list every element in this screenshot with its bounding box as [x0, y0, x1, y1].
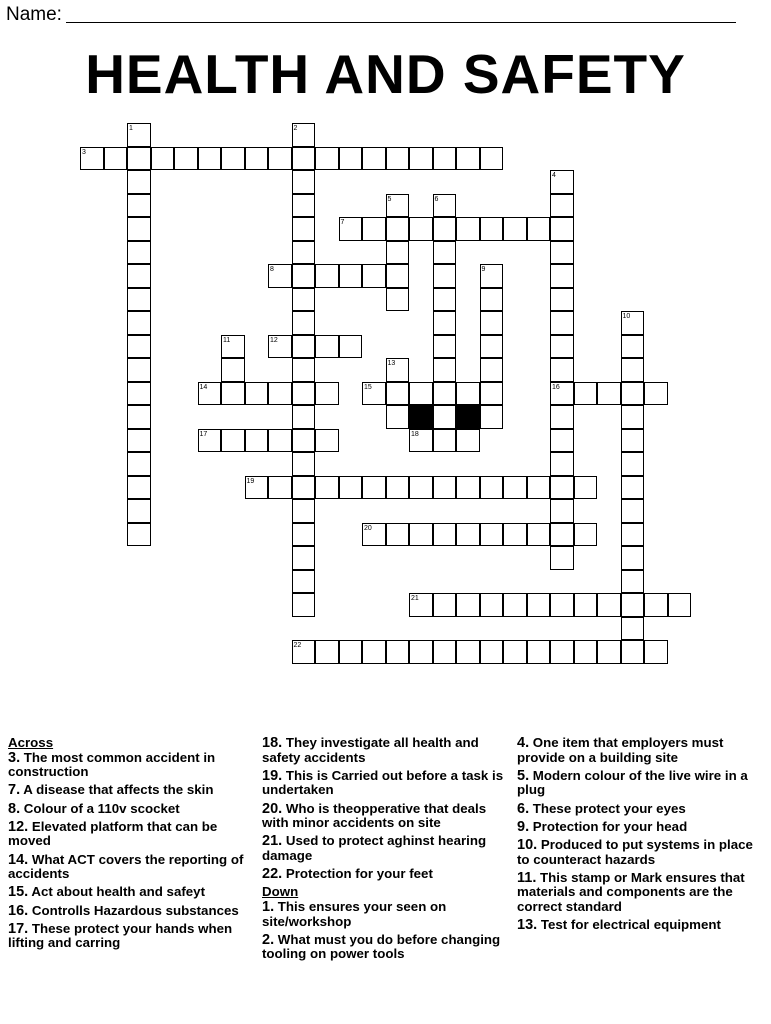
- grid-cell[interactable]: [480, 311, 504, 335]
- cell-number: 18: [411, 430, 419, 438]
- clue-item: [8, 783, 250, 798]
- clue-text: This stamp or Mark ensures that materials and components are the correct standard: [517, 869, 745, 914]
- grid-cell[interactable]: [480, 288, 504, 312]
- clue-item: [262, 900, 510, 929]
- black-cell: [456, 405, 480, 429]
- grid-cell[interactable]: [550, 499, 574, 523]
- grid-cell[interactable]: [597, 382, 621, 406]
- grid-cell[interactable]: [268, 476, 292, 500]
- grid-cell[interactable]: [339, 335, 363, 359]
- clues-column-1: [8, 736, 250, 954]
- grid-cell[interactable]: [221, 382, 245, 406]
- grid-cell[interactable]: [292, 405, 316, 429]
- clue-number: 6.: [517, 800, 530, 817]
- grid-cell[interactable]: [621, 452, 645, 476]
- clue-number: 3.: [8, 749, 21, 766]
- clue-item: [262, 834, 510, 863]
- grid-cell[interactable]: [550, 311, 574, 335]
- grid-cell[interactable]: [292, 335, 316, 359]
- grid-cell[interactable]: [292, 194, 316, 218]
- cell-number: 10: [622, 313, 631, 320]
- grid-cell[interactable]: [668, 593, 692, 617]
- grid-cell[interactable]: [480, 593, 504, 617]
- cell-number: 17: [199, 430, 208, 438]
- grid-cell[interactable]: [433, 382, 457, 406]
- grid-cell[interactable]: [127, 147, 151, 171]
- grid-cell[interactable]: [621, 476, 645, 500]
- grid-cell[interactable]: [621, 546, 645, 570]
- cell-number: 20: [364, 524, 372, 532]
- grid-cell[interactable]: [362, 264, 386, 288]
- grid-cell[interactable]: [292, 499, 316, 523]
- grid-cell[interactable]: [527, 593, 551, 617]
- clue-item: [8, 820, 250, 849]
- clue-number: 2.: [262, 931, 275, 948]
- grid-cell[interactable]: [597, 593, 621, 617]
- clue-text: They investigate all health and safety accidents: [262, 735, 479, 765]
- clue-item: [262, 736, 510, 765]
- clue-item: [517, 769, 767, 798]
- grid-cell[interactable]: [550, 241, 574, 265]
- grid-cell[interactable]: [503, 476, 527, 500]
- clue-item: [8, 853, 250, 882]
- clue-number: 21.: [262, 833, 283, 850]
- clue-text: Used to protect aghinst hearing damage: [262, 833, 487, 863]
- grid-cell[interactable]: [315, 264, 339, 288]
- cell-number: 16: [552, 383, 560, 391]
- grid-cell[interactable]: [292, 147, 316, 171]
- cell-number: 8: [270, 266, 274, 273]
- grid-cell[interactable]: [127, 170, 151, 194]
- clue-number: 11.: [517, 869, 537, 886]
- clue-text: Colour of a 110v scocket: [20, 800, 180, 816]
- clue-text: Controlls Hazardous substances: [28, 902, 239, 918]
- clues-column-3: [517, 736, 767, 936]
- grid-cell[interactable]: [621, 499, 645, 523]
- cell-number: 22: [293, 642, 302, 649]
- clue-item: [8, 885, 250, 900]
- grid-cell[interactable]: [362, 147, 386, 171]
- grid-cell[interactable]: [127, 241, 151, 265]
- grid-cell[interactable]: [292, 241, 316, 265]
- clue-text: Protection for your head: [529, 818, 688, 834]
- grid-cell[interactable]: [127, 311, 151, 335]
- clues-column-2: [262, 736, 510, 965]
- grid-cell[interactable]: [409, 382, 433, 406]
- clue-item: [262, 933, 510, 962]
- cell-number: 1: [129, 125, 133, 132]
- clue-number: 10.: [517, 836, 538, 853]
- grid-cell[interactable]: [433, 429, 457, 453]
- grid-cell[interactable]: [574, 523, 598, 547]
- grid-cell[interactable]: [386, 288, 410, 312]
- grid-cell[interactable]: [292, 217, 316, 241]
- grid-cell[interactable]: [503, 217, 527, 241]
- clue-text: One item that employers must provide on a building site: [517, 735, 724, 765]
- clue-text: Test for electrical equipment: [537, 917, 721, 933]
- grid-cell[interactable]: [433, 147, 457, 171]
- grid-cell[interactable]: [268, 429, 292, 453]
- grid-cell[interactable]: [292, 382, 316, 406]
- cell-number: 15: [364, 383, 372, 391]
- grid-cell[interactable]: [503, 640, 527, 664]
- grid-cell[interactable]: [621, 640, 645, 664]
- cell-number: 12: [270, 336, 278, 344]
- clue-item: [262, 802, 510, 831]
- grid-cell[interactable]: [245, 382, 269, 406]
- grid-cell[interactable]: [480, 147, 504, 171]
- cell-number: 2: [293, 125, 298, 132]
- cell-number: 7: [340, 219, 345, 226]
- grid-cell[interactable]: [480, 640, 504, 664]
- grid-cell[interactable]: [480, 217, 504, 241]
- grid-cell[interactable]: [127, 452, 151, 476]
- grid-cell[interactable]: [292, 429, 316, 453]
- clue-number: 4.: [517, 735, 530, 751]
- grid-cell[interactable]: [174, 147, 198, 171]
- grid-cell[interactable]: [550, 405, 574, 429]
- grid-cell[interactable]: [527, 640, 551, 664]
- clue-number: 18.: [262, 735, 283, 751]
- grid-cell[interactable]: [574, 640, 598, 664]
- grid-cell[interactable]: [503, 523, 527, 547]
- grid-cell[interactable]: [433, 311, 457, 335]
- grid-cell[interactable]: [621, 358, 645, 382]
- black-cell: [409, 405, 433, 429]
- grid-cell[interactable]: [503, 593, 527, 617]
- cell-number: 4: [552, 172, 556, 179]
- grid-cell[interactable]: [409, 523, 433, 547]
- grid-cell[interactable]: [574, 382, 598, 406]
- grid-cell[interactable]: [550, 288, 574, 312]
- grid-cell[interactable]: [644, 382, 668, 406]
- grid-cell[interactable]: [550, 452, 574, 476]
- grid-cell[interactable]: [386, 382, 410, 406]
- grid-cell[interactable]: [292, 476, 316, 500]
- clue-text: What ACT covers the reporting of accidents: [8, 851, 244, 882]
- grid-cell[interactable]: [433, 476, 457, 500]
- clue-text: Modern colour of the live wire in a plug: [517, 767, 748, 798]
- grid-cell[interactable]: [386, 217, 410, 241]
- grid-cell[interactable]: [621, 429, 645, 453]
- clue-item: [517, 820, 767, 835]
- name-label: Name:: [6, 4, 62, 25]
- grid-cell[interactable]: [292, 170, 316, 194]
- grid-cell[interactable]: [127, 194, 151, 218]
- clue-item: [517, 918, 767, 933]
- grid-cell[interactable]: [339, 640, 363, 664]
- grid-cell[interactable]: [268, 147, 292, 171]
- grid-cell[interactable]: [127, 429, 151, 453]
- clue-text: The most common accident in construction: [8, 749, 216, 780]
- clue-text: This is Carried out before a task is undertaken: [262, 767, 504, 798]
- clue-number: 17.: [8, 920, 29, 937]
- grid-cell[interactable]: [550, 476, 574, 500]
- grid-cell[interactable]: [245, 429, 269, 453]
- grid-cell[interactable]: [292, 358, 316, 382]
- grid-cell[interactable]: [480, 476, 504, 500]
- grid-cell[interactable]: [621, 593, 645, 617]
- grid-cell[interactable]: [550, 546, 574, 570]
- grid-cell[interactable]: [104, 147, 128, 171]
- grid-cell[interactable]: [292, 264, 316, 288]
- grid-cell[interactable]: [409, 217, 433, 241]
- grid-cell[interactable]: [480, 358, 504, 382]
- cell-number: 5: [387, 195, 392, 203]
- grid-cell[interactable]: [221, 147, 245, 171]
- cell-number: 6: [434, 195, 439, 203]
- grid-cell[interactable]: [550, 194, 574, 218]
- grid-cell[interactable]: [621, 523, 645, 547]
- grid-cell[interactable]: [362, 640, 386, 664]
- grid-cell[interactable]: [527, 523, 551, 547]
- cell-number: 14: [199, 383, 208, 391]
- grid-cell[interactable]: [315, 429, 339, 453]
- grid-cell[interactable]: [315, 335, 339, 359]
- grid-cell[interactable]: [362, 217, 386, 241]
- grid-cell[interactable]: [456, 476, 480, 500]
- cell-number: 19: [246, 477, 255, 485]
- grid-cell[interactable]: [480, 405, 504, 429]
- grid-cell[interactable]: [127, 335, 151, 359]
- grid-cell[interactable]: [574, 476, 598, 500]
- grid-cell[interactable]: [456, 640, 480, 664]
- clue-item: [517, 838, 767, 867]
- grid-cell[interactable]: [527, 217, 551, 241]
- grid-cell[interactable]: [480, 335, 504, 359]
- clue-text: This ensures your seen on site/workshop: [262, 898, 447, 929]
- grid-cell[interactable]: [127, 288, 151, 312]
- clue-number: 16.: [8, 902, 29, 919]
- clue-item: [517, 871, 767, 915]
- grid-cell[interactable]: [292, 523, 316, 547]
- grid-cell[interactable]: [621, 405, 645, 429]
- down-header: Down: [262, 884, 299, 900]
- clue-number: 1.: [262, 898, 275, 915]
- clue-number: 19.: [262, 767, 283, 784]
- grid-cell[interactable]: [456, 523, 480, 547]
- grid-cell[interactable]: [480, 382, 504, 406]
- grid-cell[interactable]: [550, 429, 574, 453]
- grid-cell[interactable]: [127, 499, 151, 523]
- grid-cell[interactable]: [386, 476, 410, 500]
- across-header: Across: [8, 735, 54, 750]
- grid-cell[interactable]: [386, 405, 410, 429]
- grid-cell[interactable]: [456, 593, 480, 617]
- grid-cell[interactable]: [315, 382, 339, 406]
- grid-cell[interactable]: [315, 640, 339, 664]
- clue-text: Protection for your feet: [282, 866, 433, 882]
- grid-cell[interactable]: [433, 217, 457, 241]
- clue-number: 15.: [8, 884, 29, 901]
- clue-number: 9.: [517, 818, 530, 835]
- cell-number: 13: [387, 360, 396, 367]
- grid-cell[interactable]: [550, 217, 574, 241]
- grid-cell[interactable]: [456, 382, 480, 406]
- clue-item: [8, 802, 250, 817]
- grid-cell[interactable]: [550, 640, 574, 664]
- clue-number: 14.: [8, 851, 29, 868]
- grid-cell[interactable]: [221, 358, 245, 382]
- grid-cell[interactable]: [386, 640, 410, 664]
- grid-cell[interactable]: [386, 523, 410, 547]
- clue-item: [8, 751, 250, 780]
- grid-cell[interactable]: [127, 358, 151, 382]
- grid-cell[interactable]: [621, 570, 645, 594]
- clue-item: [517, 802, 767, 817]
- grid-cell[interactable]: [644, 593, 668, 617]
- grid-cell[interactable]: [127, 523, 151, 547]
- grid-cell[interactable]: [127, 405, 151, 429]
- clue-text: Elevated platform that can be moved: [8, 818, 218, 849]
- clue-text: These protect your eyes: [529, 800, 686, 816]
- clue-item: [8, 922, 250, 951]
- grid-cell[interactable]: [433, 335, 457, 359]
- clue-number: 20.: [262, 800, 283, 817]
- grid-cell[interactable]: [550, 358, 574, 382]
- grid-cell[interactable]: [127, 476, 151, 500]
- clue-number: 12.: [8, 818, 29, 835]
- clue-number: 22.: [262, 866, 283, 883]
- grid-cell[interactable]: [456, 429, 480, 453]
- clue-item: [262, 867, 510, 882]
- grid-cell[interactable]: [362, 476, 386, 500]
- grid-cell[interactable]: [527, 476, 551, 500]
- grid-cell[interactable]: [550, 593, 574, 617]
- grid-cell[interactable]: [550, 264, 574, 288]
- grid-cell[interactable]: [245, 147, 269, 171]
- page-title: HEALTH AND SAFETY: [85, 43, 686, 105]
- grid-cell[interactable]: [480, 523, 504, 547]
- cell-number: 9: [481, 266, 486, 273]
- grid-cell[interactable]: [574, 593, 598, 617]
- grid-cell[interactable]: [268, 382, 292, 406]
- grid-cell[interactable]: [409, 147, 433, 171]
- clue-number: 13.: [517, 917, 538, 934]
- grid-cell[interactable]: [339, 147, 363, 171]
- clue-text: Who is theopperative that deals with minor accidents on site: [262, 800, 487, 831]
- grid-cell[interactable]: [339, 476, 363, 500]
- grid-cell[interactable]: [456, 217, 480, 241]
- cell-number: 21: [411, 595, 419, 602]
- grid-cell[interactable]: [386, 147, 410, 171]
- grid-cell[interactable]: [550, 523, 574, 547]
- grid-cell[interactable]: [292, 288, 316, 312]
- grid-cell[interactable]: [127, 217, 151, 241]
- grid-cell[interactable]: [433, 640, 457, 664]
- clue-item: [8, 904, 250, 919]
- grid-cell[interactable]: [292, 452, 316, 476]
- grid-cell[interactable]: [292, 593, 316, 617]
- grid-cell[interactable]: [386, 241, 410, 265]
- clue-item: [517, 736, 767, 765]
- grid-cell[interactable]: [644, 640, 668, 664]
- grid-cell[interactable]: [315, 476, 339, 500]
- grid-cell[interactable]: [621, 617, 645, 641]
- clue-text: A disease that affects the skin: [20, 782, 214, 798]
- grid-cell[interactable]: [433, 405, 457, 429]
- clue-number: 7.: [8, 782, 21, 799]
- grid-cell[interactable]: [550, 335, 574, 359]
- cell-number: 3: [82, 148, 86, 156]
- grid-cell[interactable]: [127, 382, 151, 406]
- grid-cell[interactable]: [433, 523, 457, 547]
- grid-cell[interactable]: [433, 358, 457, 382]
- grid-cell[interactable]: [127, 264, 151, 288]
- grid-cell[interactable]: [456, 147, 480, 171]
- grid-cell[interactable]: [339, 264, 363, 288]
- clue-text: What must you do before changing tooling on power tools: [262, 931, 501, 962]
- grid-cell[interactable]: [386, 264, 410, 288]
- grid-cell[interactable]: [597, 640, 621, 664]
- grid-cell[interactable]: [433, 593, 457, 617]
- clue-number: 5.: [517, 767, 530, 784]
- grid-cell[interactable]: [433, 241, 457, 265]
- clue-text: These protect your hands when lifting and carring: [8, 920, 233, 951]
- clue-text: Produced to put systems in place to counteract hazards: [517, 836, 753, 867]
- grid-cell[interactable]: [621, 335, 645, 359]
- cell-number: 11: [223, 336, 231, 344]
- clue-text: Act about health and safeyt: [28, 884, 205, 900]
- grid-cell[interactable]: [151, 147, 175, 171]
- clue-item: [262, 769, 510, 798]
- grid-cell[interactable]: [409, 640, 433, 664]
- grid-cell[interactable]: [433, 264, 457, 288]
- grid-cell[interactable]: [433, 288, 457, 312]
- clue-number: 8.: [8, 800, 21, 817]
- grid-cell[interactable]: [292, 546, 316, 570]
- grid-cell[interactable]: [315, 147, 339, 171]
- grid-cell[interactable]: [292, 570, 316, 594]
- grid-cell[interactable]: [221, 429, 245, 453]
- grid-cell[interactable]: [409, 476, 433, 500]
- grid-cell[interactable]: [292, 311, 316, 335]
- grid-cell[interactable]: [198, 147, 222, 171]
- grid-cell[interactable]: [621, 382, 645, 406]
